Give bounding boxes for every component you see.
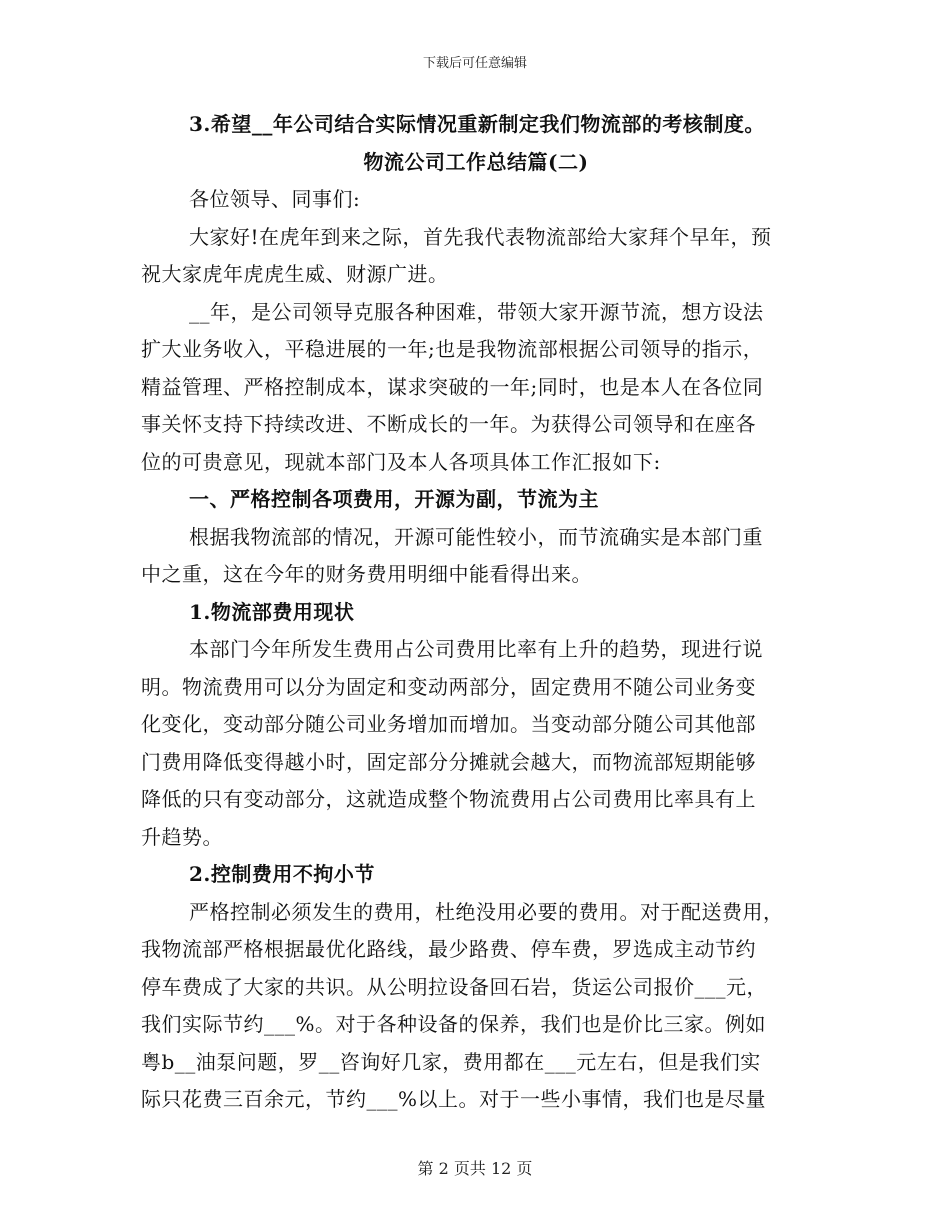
text-line: 各位领导、同事们: [189,187,361,211]
text-line: 严格控制必须发生的费用，杜绝没用必要的费用。对于配送费用， [189,899,784,924]
text-line: __年，是公司领导克服各种困难，带领大家开源节流，想方设法 [189,299,764,324]
text-line: 本部门今年所发生费用占公司费用比率有上升的趋势，现进行说 [189,637,763,661]
text-line: 一、严格控制各项费用，开源为副，节流为主 [189,487,599,511]
text-line: 明。物流费用可以分为固定和变动两部分，固定费用不随公司业务变 [141,674,756,699]
text-line: 粤b__油泵问题，罗__咨询好几家，费用都在___元左右，但是我们实 [141,1049,761,1074]
text-line: 物流公司工作总结篇(二) [363,149,589,174]
text-line: 化变化，变动部分随公司业务增加而增加。当变动部分随公司其他部 [141,712,756,736]
text-line: 际只花费三百余元，节约___%以上。对于一些小事情，我们也是尽量 [141,1087,767,1111]
text-line: 我们实际节约___%。对于各种设备的保养，我们也是价比三家。例如 [141,1012,767,1036]
text-line: 位的可贵意见，现就本部门及本人各项具体工作汇报如下: [141,449,661,474]
text-line: 根据我物流部的情况，开源可能性较小，而节流确实是本部门重 [189,524,763,549]
page-footer: 第 2 页共 12 页 [417,1159,533,1178]
page-header: 下载后可任意编辑 [422,56,527,71]
text-line: 我物流部严格根据最优化路线，最少路费、停车费，罗选成主动节约 [141,937,756,961]
document-body [141,106,811,1119]
text-line: 扩大业务收入，平稳进展的一年;也是我物流部根据公司领导的指示， [141,337,764,361]
text-line: 精益管理、严格控制成本，谋求突破的一年;同时，也是本人在各位同 [141,374,764,399]
text-line: 门费用降低变得越小时，固定部分分摊就会越大，而物流部短期能够 [141,749,756,774]
text-line: 3.希望__年公司结合实际情况重新制定我们物流部的考核制度。 [189,112,765,136]
text-line: 中之重，这在今年的财务费用明细中能看得出来。 [141,562,592,586]
text-line: 升趋势。 [141,824,223,849]
text-line: 事关怀支持下持续改进、不断成长的一年。为获得公司领导和在座各 [141,412,756,436]
text-line: 祝大家虎年虎虎生威、财源广进。 [141,262,449,286]
text-line: 1.物流部费用现状 [189,599,355,624]
text-line: 大家好!在虎年到来之际，首先我代表物流部给大家拜个早年，预 [189,224,772,249]
text-line: 2.控制费用不拘小节 [189,862,375,886]
text-line: 停车费成了大家的共识。从公明拉设备回石岩，货运公司报价___元， [141,974,767,999]
text-line: 降低的只有变动部分，这就造成整个物流费用占公司费用比率具有上 [141,787,756,811]
